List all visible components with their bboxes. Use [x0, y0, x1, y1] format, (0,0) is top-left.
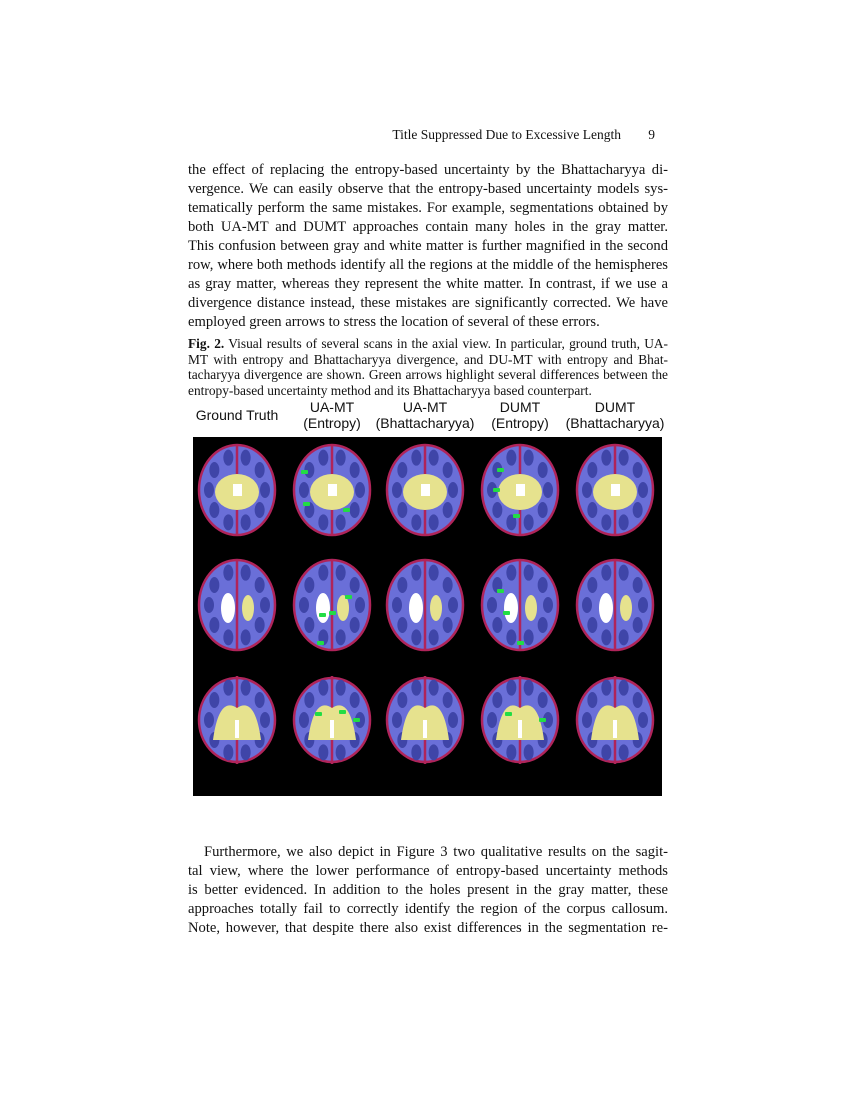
- column-label-line: DUMT: [499, 399, 541, 415]
- caption-line: entropy-based uncertainty method and its Bhattacharyya based counterpart.: [188, 382, 592, 398]
- white-region: [599, 593, 613, 623]
- gray-matter-fold: [397, 502, 407, 518]
- brain-slice: [199, 445, 275, 535]
- gray-matter-fold: [209, 462, 219, 478]
- gray-matter-fold: [506, 744, 516, 760]
- brain-slice: [387, 445, 463, 535]
- gray-matter-fold: [506, 450, 516, 466]
- gray-matter-fold: [204, 597, 214, 613]
- gray-matter-fold: [619, 680, 629, 696]
- column-label-uamt-entropy: [303, 399, 361, 431]
- gray-matter-fold: [492, 692, 502, 708]
- gray-matter-fold: [336, 629, 346, 645]
- green-arrow-marker: [319, 613, 326, 617]
- gray-matter-fold: [543, 597, 553, 613]
- gray-matter-fold: [209, 617, 219, 633]
- brain-slice: [577, 676, 653, 764]
- gray-matter-fold: [487, 712, 497, 728]
- gray-matter-fold: [524, 680, 534, 696]
- column-label-line: UA-MT: [309, 399, 355, 415]
- ventricle-region: [525, 595, 537, 621]
- gray-matter-fold: [411, 565, 421, 581]
- green-arrow-marker: [513, 514, 520, 518]
- white-region: [316, 593, 330, 623]
- white-region: [613, 720, 617, 738]
- gray-matter-fold: [392, 712, 402, 728]
- gray-matter-fold: [638, 597, 648, 613]
- gray-matter-fold: [429, 629, 439, 645]
- white-region: [516, 484, 525, 496]
- gray-matter-fold: [241, 744, 251, 760]
- gray-matter-fold: [260, 597, 270, 613]
- page-number: 9: [648, 127, 655, 142]
- brain-slice: [294, 560, 370, 650]
- gray-matter-fold: [209, 577, 219, 593]
- gray-matter-fold: [336, 565, 346, 581]
- caption-line: [188, 336, 668, 352]
- text-line: Furthermore, we also depict in Figure 3 two qualitative results on the sagit-: [204, 844, 668, 860]
- text-line: vergence. We can easily observe that the entropy-based uncertainty models sys-: [188, 181, 668, 197]
- column-label-line: (Entropy): [491, 415, 549, 431]
- brain-slice: [577, 445, 653, 535]
- gray-matter-fold: [336, 744, 346, 760]
- gray-matter-fold: [397, 577, 407, 593]
- gray-matter-fold: [619, 565, 629, 581]
- column-label-line: (Entropy): [303, 415, 361, 431]
- gray-matter-fold: [524, 629, 534, 645]
- column-label-dumt-bhattacharyya: [566, 399, 665, 431]
- brain-slice: [482, 445, 558, 535]
- gray-matter-fold: [524, 744, 534, 760]
- green-arrow-marker: [329, 611, 336, 615]
- gray-matter-fold: [538, 577, 548, 593]
- gray-matter-fold: [443, 502, 453, 518]
- gray-matter-fold: [209, 692, 219, 708]
- gray-matter-fold: [260, 712, 270, 728]
- gray-matter-fold: [355, 597, 365, 613]
- gray-matter-fold: [443, 692, 453, 708]
- gray-matter-fold: [601, 629, 611, 645]
- gray-matter-fold: [392, 482, 402, 498]
- gray-matter-fold: [411, 514, 421, 530]
- brain-grid: [193, 437, 662, 796]
- running-header: [188, 127, 668, 145]
- gray-matter-fold: [241, 629, 251, 645]
- text-line: approaches totally fail to correctly identify the region of the corpus callosum.: [188, 901, 668, 917]
- figure-caption: [188, 336, 668, 398]
- gray-matter-fold: [209, 502, 219, 518]
- text-line: employed green arrows to stress the location of several of these errors.: [188, 314, 600, 330]
- gray-matter-fold: [255, 692, 265, 708]
- gray-matter-fold: [543, 482, 553, 498]
- gray-matter-fold: [260, 482, 270, 498]
- gray-matter-fold: [538, 617, 548, 633]
- gray-matter-fold: [633, 617, 643, 633]
- gray-matter-fold: [619, 629, 629, 645]
- white-region: [221, 593, 235, 623]
- gray-matter-fold: [587, 617, 597, 633]
- white-region: [504, 593, 518, 623]
- gray-matter-fold: [506, 680, 516, 696]
- white-region: [423, 720, 427, 738]
- column-label-uamt-bhattacharyya: [376, 399, 475, 431]
- text-line: Note, however, that despite there also exist differences in the segmentation re-: [188, 920, 668, 936]
- column-label-dumt-entropy: [491, 399, 549, 431]
- gray-matter-fold: [255, 617, 265, 633]
- white-region: [233, 484, 242, 496]
- gray-matter-fold: [619, 514, 629, 530]
- gray-matter-fold: [492, 617, 502, 633]
- text-line: This confusion between gray and white matter is further magnified in the second: [188, 238, 668, 254]
- gray-matter-fold: [336, 450, 346, 466]
- gray-matter-fold: [448, 597, 458, 613]
- brain-slice: [199, 560, 275, 650]
- green-arrow-marker: [503, 611, 510, 615]
- green-arrow-marker: [303, 502, 310, 506]
- text-line: row, where both methods identify all the regions at the middle of the hemispheres: [188, 257, 668, 273]
- white-region: [421, 484, 430, 496]
- green-arrow-marker: [505, 712, 512, 716]
- text-line: the effect of replacing the entropy-based uncertainty by the Bhattacharyya di-: [188, 162, 668, 178]
- green-arrow-marker: [517, 641, 524, 645]
- body-paragraph-2: [188, 843, 668, 938]
- column-label-line: DUMT: [594, 399, 636, 415]
- gray-matter-fold: [582, 482, 592, 498]
- figure-label: Fig. 2.: [188, 336, 225, 351]
- gray-matter-fold: [638, 482, 648, 498]
- gray-matter-fold: [587, 692, 597, 708]
- gray-matter-fold: [336, 514, 346, 530]
- green-arrow-marker: [345, 595, 352, 599]
- gray-matter-fold: [587, 502, 597, 518]
- gray-matter-fold: [448, 712, 458, 728]
- gray-matter-fold: [397, 692, 407, 708]
- gray-matter-fold: [411, 680, 421, 696]
- gray-matter-fold: [492, 502, 502, 518]
- figure-column-labels: [193, 399, 665, 433]
- white-region: [611, 484, 620, 496]
- gray-matter-fold: [429, 680, 439, 696]
- gray-matter-fold: [582, 712, 592, 728]
- gray-matter-fold: [241, 514, 251, 530]
- gray-matter-fold: [587, 577, 597, 593]
- white-region: [328, 484, 337, 496]
- column-label-line: Ground Truth: [195, 407, 279, 423]
- gray-matter-fold: [506, 565, 516, 581]
- gray-matter-fold: [429, 450, 439, 466]
- gray-matter-fold: [318, 565, 328, 581]
- green-arrow-marker: [539, 718, 546, 722]
- gray-matter-fold: [411, 744, 421, 760]
- green-arrow-marker: [343, 508, 350, 512]
- caption-line: MT with entropy and Bhattacharyya divergence, and DU-MT with entropy and Bhat-: [188, 351, 668, 367]
- gray-matter-fold: [587, 462, 597, 478]
- gray-matter-fold: [524, 450, 534, 466]
- gray-matter-fold: [411, 450, 421, 466]
- gray-matter-fold: [299, 597, 309, 613]
- white-region: [409, 593, 423, 623]
- gray-matter-fold: [524, 565, 534, 581]
- gray-matter-fold: [223, 514, 233, 530]
- gray-matter-fold: [633, 577, 643, 593]
- gray-matter-fold: [318, 680, 328, 696]
- gray-matter-fold: [223, 629, 233, 645]
- gray-matter-fold: [223, 680, 233, 696]
- brain-slice: [482, 560, 558, 650]
- gray-matter-fold: [633, 502, 643, 518]
- column-label-line: (Bhattacharyya): [565, 415, 665, 431]
- caption-text: Visual results of several scans in the axial view. In particular, ground truth, UA-: [224, 336, 668, 351]
- caption-line: tacharyya divergence are shown. Green arrows highlight several differences between the: [188, 367, 668, 382]
- gray-matter-fold: [350, 502, 360, 518]
- brain-slice: [199, 676, 275, 764]
- gray-matter-fold: [443, 462, 453, 478]
- gray-matter-fold: [299, 482, 309, 498]
- green-arrow-marker: [493, 488, 500, 492]
- white-region: [235, 720, 239, 738]
- gray-matter-fold: [304, 617, 314, 633]
- gray-matter-fold: [318, 744, 328, 760]
- gray-matter-fold: [429, 744, 439, 760]
- gray-matter-fold: [538, 692, 548, 708]
- gray-matter-fold: [524, 514, 534, 530]
- white-region: [330, 720, 334, 738]
- gray-matter-fold: [299, 712, 309, 728]
- gray-matter-fold: [304, 692, 314, 708]
- gray-matter-fold: [350, 577, 360, 593]
- gray-matter-fold: [601, 680, 611, 696]
- gray-matter-fold: [397, 617, 407, 633]
- brain-slice: [387, 676, 463, 764]
- gray-matter-fold: [223, 744, 233, 760]
- gray-matter-fold: [397, 462, 407, 478]
- gray-matter-fold: [255, 577, 265, 593]
- running-title: Title Suppressed Due to Excessive Length: [392, 127, 621, 142]
- gray-matter-fold: [255, 462, 265, 478]
- gray-matter-fold: [506, 629, 516, 645]
- gray-matter-fold: [429, 514, 439, 530]
- gray-matter-fold: [336, 680, 346, 696]
- text-line: tematically perform the same mistakes. For example, segmentations obtained by: [188, 200, 668, 216]
- white-region: [518, 720, 522, 738]
- green-arrow-marker: [301, 470, 308, 474]
- gray-matter-fold: [443, 577, 453, 593]
- gray-matter-fold: [304, 577, 314, 593]
- gray-matter-fold: [204, 482, 214, 498]
- green-arrow-marker: [497, 468, 504, 472]
- green-arrow-marker: [353, 718, 360, 722]
- gray-matter-fold: [429, 565, 439, 581]
- gray-matter-fold: [350, 617, 360, 633]
- brain-slice: [577, 560, 653, 650]
- gray-matter-fold: [223, 565, 233, 581]
- gray-matter-fold: [582, 597, 592, 613]
- brain-slice: [294, 676, 370, 764]
- gray-matter-fold: [204, 712, 214, 728]
- ventricle-region: [620, 595, 632, 621]
- gray-matter-fold: [633, 462, 643, 478]
- green-arrow-marker: [497, 589, 504, 593]
- gray-matter-fold: [318, 514, 328, 530]
- gray-matter-fold: [638, 712, 648, 728]
- column-label-ground-truth: [196, 407, 279, 423]
- gray-matter-fold: [601, 450, 611, 466]
- gray-matter-fold: [350, 692, 360, 708]
- gray-matter-fold: [411, 629, 421, 645]
- gray-matter-fold: [443, 617, 453, 633]
- segmentation-figure: [193, 437, 662, 796]
- ventricle-region: [242, 595, 254, 621]
- gray-matter-fold: [487, 597, 497, 613]
- gray-matter-fold: [318, 450, 328, 466]
- column-label-line: UA-MT: [402, 399, 448, 415]
- text-line: as gray matter, whereas they represent the white matter. In contrast, if we use a: [188, 276, 668, 292]
- gray-matter-fold: [241, 565, 251, 581]
- gray-matter-fold: [619, 450, 629, 466]
- brain-slice: [482, 676, 558, 764]
- green-arrow-marker: [315, 712, 322, 716]
- gray-matter-fold: [601, 565, 611, 581]
- gray-matter-fold: [241, 680, 251, 696]
- gray-matter-fold: [601, 514, 611, 530]
- gray-matter-fold: [633, 692, 643, 708]
- gray-matter-fold: [448, 482, 458, 498]
- brain-slice: [294, 445, 370, 535]
- gray-matter-fold: [392, 597, 402, 613]
- ventricle-region: [430, 595, 442, 621]
- green-arrow-marker: [317, 641, 324, 645]
- gray-matter-fold: [355, 482, 365, 498]
- text-line: is better evidenced. In addition to the holes present in the gray matter, these: [188, 882, 668, 898]
- text-line: divergence distance instead, these mistakes are significantly corrected. We have: [188, 295, 668, 311]
- gray-matter-fold: [255, 502, 265, 518]
- green-arrow-marker: [339, 710, 346, 714]
- gray-matter-fold: [223, 450, 233, 466]
- text-line: tal view, where the lower performance of entropy-based uncertainty methods: [188, 863, 668, 879]
- gray-matter-fold: [538, 462, 548, 478]
- text-line: both UA-MT and DUMT approaches contain many holes in the gray matter.: [188, 219, 668, 235]
- column-label-line: (Bhattacharyya): [375, 415, 475, 431]
- brain-slice: [387, 560, 463, 650]
- gray-matter-fold: [350, 462, 360, 478]
- gray-matter-fold: [601, 744, 611, 760]
- gray-matter-fold: [241, 450, 251, 466]
- gray-matter-fold: [619, 744, 629, 760]
- body-paragraph-1: [188, 161, 668, 332]
- gray-matter-fold: [538, 502, 548, 518]
